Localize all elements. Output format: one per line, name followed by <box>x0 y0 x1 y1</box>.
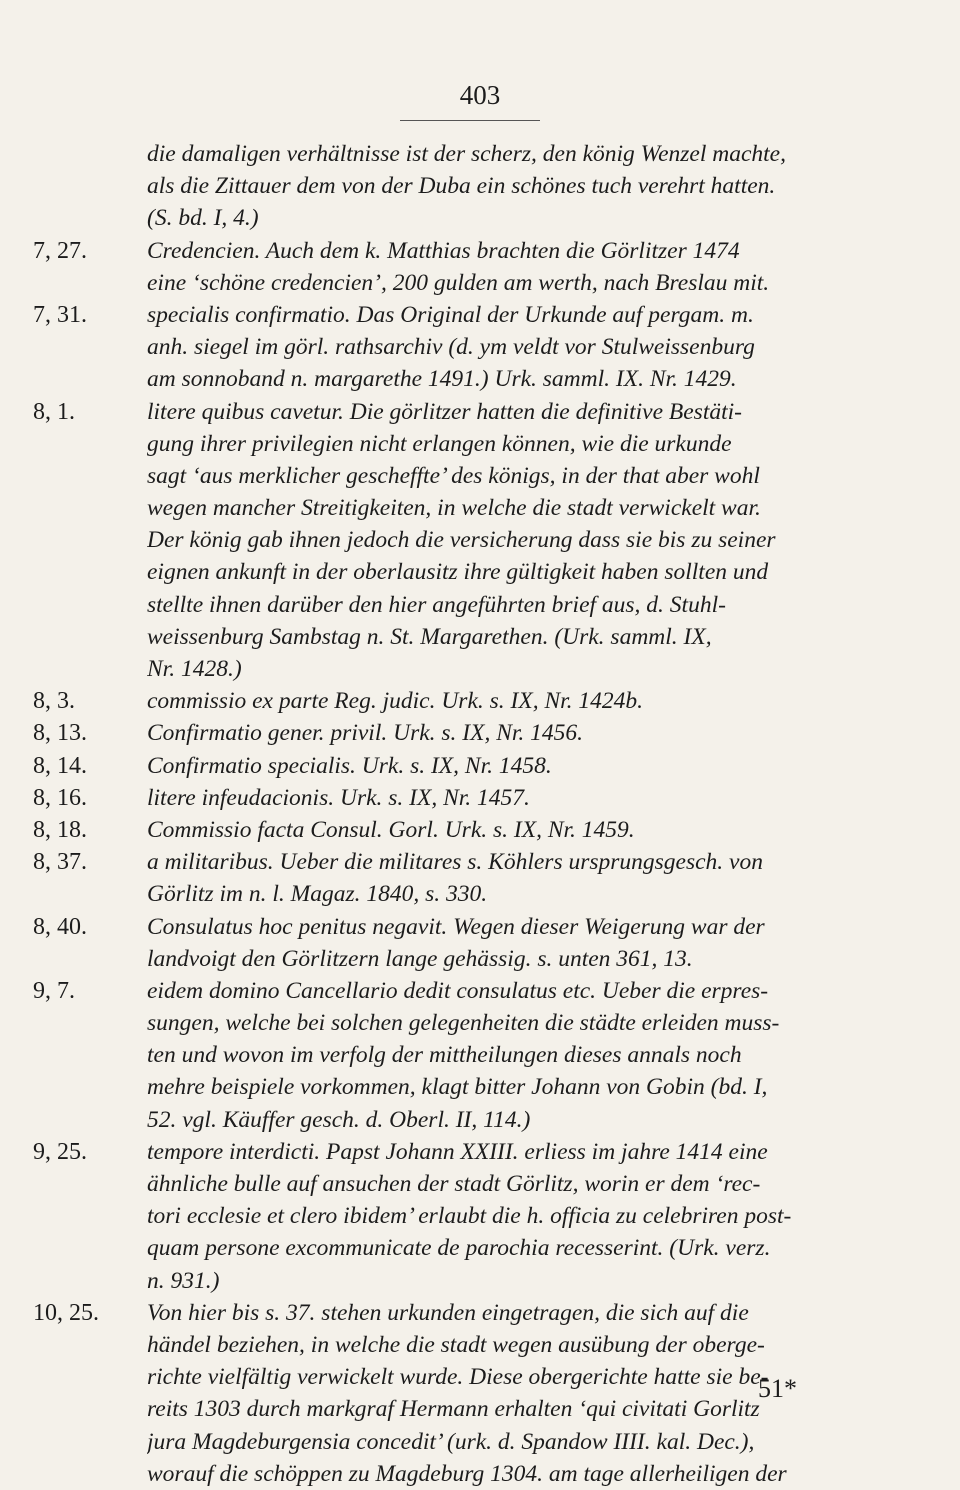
margin-reference: 8, 40. <box>33 913 87 940</box>
line-text: stellte ihnen darüber den hier angeführten brief aus, d. Stuhl- <box>147 591 726 618</box>
line-text: mehre beispiele vorkommen, klagt bitter Johann von Gobin (bd. I, <box>147 1074 768 1101</box>
text-line <box>0 911 960 943</box>
line-text: litere quibus cavetur. Die görlitzer hatten die definitive Bestäti- <box>147 398 742 425</box>
text-line <box>0 1136 960 1168</box>
text-line <box>0 331 960 363</box>
text-line <box>0 1200 960 1232</box>
line-text: gung ihrer privilegien nicht erlangen können, wie die urkunde <box>147 430 732 457</box>
line-text: quam persone excommunicate de parochia recesserint. (Urk. verz. <box>147 1235 771 1262</box>
line-text: Von hier bis s. 37. stehen urkunden eingetragen, die sich auf die <box>147 1299 749 1326</box>
text-line <box>0 524 960 556</box>
margin-reference: 8, 14. <box>33 752 87 779</box>
line-text: jura Magdeburgensia concedit’ (urk. d. Spandow IIII. kal. Dec.), <box>147 1428 755 1455</box>
text-line <box>0 750 960 782</box>
line-text: commissio ex parte Reg. judic. Urk. s. IX, Nr. 1424b. <box>147 688 644 715</box>
line-text: reits 1303 durch markgraf Hermann erhalten ‘qui civitati Gorlitz <box>147 1396 760 1423</box>
text-line <box>0 396 960 428</box>
text-line <box>0 1393 960 1425</box>
text-line <box>0 1426 960 1458</box>
line-text: sungen, welche bei solchen gelegenheiten die städte erleiden muss- <box>147 1010 780 1037</box>
line-text: eidem domino Cancellario dedit consulatus etc. Ueber die erpres- <box>147 977 769 1004</box>
line-text: tori ecclesie et clero ibidem’ erlaubt die h. officia zu celebriren post- <box>147 1203 792 1230</box>
line-text: tempore interdicti. Papst Johann XXIII. erliess im jahre 1414 eine <box>147 1138 768 1165</box>
margin-reference: 8, 13. <box>33 720 87 747</box>
line-text: am sonnoband n. margarethe 1491.) Urk. samml. IX. Nr. 1429. <box>147 366 737 393</box>
line-text: worauf die schöppen zu Magdeburg 1304. am tage allerheiligen der <box>147 1460 787 1487</box>
text-line <box>0 235 960 267</box>
line-text: die damaligen verhältnisse ist der scherz, den könig Wenzel machte, <box>147 141 786 167</box>
line-text: 52. vgl. Käuffer gesch. d. Oberl. II, 114.) <box>147 1106 531 1133</box>
line-text: händel beziehen, in welche die stadt wegen ausübung der oberge- <box>147 1331 765 1358</box>
text-line <box>0 878 960 910</box>
text-line <box>0 685 960 717</box>
line-text: Credencien. Auch dem k. Matthias brachten die Görlitzer 1474 <box>147 237 740 264</box>
text-line <box>0 589 960 621</box>
text-line <box>0 846 960 878</box>
margin-reference: 7, 27. <box>33 237 87 264</box>
line-text: Consulatus hoc penitus negavit. Wegen dieser Weigerung war der <box>147 913 765 940</box>
text-line <box>0 1007 960 1039</box>
margin-reference: 8, 3. <box>33 688 75 715</box>
line-text: litere infeudacionis. Urk. s. IX, Nr. 1457. <box>147 784 530 811</box>
line-text: n. 931.) <box>147 1267 220 1294</box>
text-line <box>0 138 960 170</box>
line-text: sagt ‘aus merklicher gescheffte’ des königs, in der that aber wohl <box>147 462 760 489</box>
line-text: a militaribus. Ueber die militares s. Köhlers ursprungsgesch. von <box>147 849 763 876</box>
text-line <box>0 492 960 524</box>
line-text: Commissio facta Consul. Gorl. Urk. s. IX, Nr. 1459. <box>147 816 635 843</box>
text-line <box>0 363 960 395</box>
line-text: Confirmatio specialis. Urk. s. IX, Nr. 1458. <box>147 752 552 779</box>
signature-mark: 51* <box>758 1374 797 1403</box>
line-text: wegen mancher Streitigkeiten, in welche die stadt verwickelt war. <box>147 495 761 522</box>
text-line <box>0 556 960 588</box>
text-line <box>0 943 960 975</box>
margin-reference: 10, 25. <box>33 1299 99 1326</box>
annotation-list <box>0 138 960 1490</box>
margin-reference: 8, 18. <box>33 816 87 843</box>
line-text: Görlitz im n. l. Magaz. 1840, s. 330. <box>147 881 488 908</box>
line-text: Confirmatio gener. privil. Urk. s. IX, Nr. 1456. <box>147 720 584 747</box>
text-line <box>0 1232 960 1264</box>
text-line <box>0 717 960 749</box>
text-line <box>0 170 960 202</box>
text-line <box>0 202 960 234</box>
margin-reference: 7, 31. <box>33 301 87 328</box>
line-text: eignen ankunft in der oberlausitz ihre gültigkeit haben sollten und <box>147 559 769 586</box>
text-line <box>0 1297 960 1329</box>
text-line <box>0 1458 960 1490</box>
margin-reference: 8, 16. <box>33 784 87 811</box>
text-line <box>0 1071 960 1103</box>
text-line <box>0 267 960 299</box>
line-text: eine ‘schöne credencien’, 200 gulden am werth, nach Breslau mit. <box>147 269 770 296</box>
line-text: Nr. 1428.) <box>147 656 242 682</box>
text-line <box>0 621 960 653</box>
line-text: weissenburg Sambstag n. St. Margarethen. (Urk. samml. IX, <box>147 623 712 650</box>
page-number-rule <box>400 120 540 121</box>
page-number: 403 <box>459 80 501 110</box>
text-line <box>0 1265 960 1297</box>
line-text: (S. bd. I, 4.) <box>147 205 259 232</box>
text-line <box>0 814 960 846</box>
text-line <box>0 782 960 814</box>
line-text: ähnliche bulle auf ansuchen der stadt Görlitz, worin er dem ‘rec- <box>147 1171 761 1197</box>
text-line <box>0 460 960 492</box>
line-text: landvoigt den Görlitzern lange gehässig. s. unten 361, 13. <box>147 945 693 972</box>
text-line <box>0 1039 960 1071</box>
text-line <box>0 653 960 685</box>
line-text: Der könig gab ihnen jedoch die versicherung dass sie bis zu seiner <box>147 527 776 554</box>
line-text: richte vielfältig verwickelt wurde. Diese obergerichte hatte sie be- <box>147 1364 769 1391</box>
line-text: ten und wovon im verfolg der mittheilungen dieses annals noch <box>147 1042 742 1069</box>
margin-reference: 8, 37. <box>33 849 87 876</box>
text-line <box>0 299 960 331</box>
text-line <box>0 975 960 1007</box>
text-line <box>0 428 960 460</box>
text-line <box>0 1168 960 1200</box>
line-text: specialis confirmatio. Das Original der Urkunde auf pergam. m. <box>147 301 754 328</box>
text-line <box>0 1361 960 1393</box>
text-line <box>0 1329 960 1361</box>
margin-reference: 9, 7. <box>33 977 75 1004</box>
margin-reference: 8, 1. <box>33 398 75 425</box>
line-text: anh. siegel im görl. rathsarchiv (d. ym veldt vor Stulweissenburg <box>147 334 755 361</box>
margin-reference: 9, 25. <box>33 1138 87 1165</box>
line-text: als die Zittauer dem von der Duba ein schönes tuch verehrt hatten. <box>147 173 776 200</box>
text-line <box>0 1104 960 1136</box>
